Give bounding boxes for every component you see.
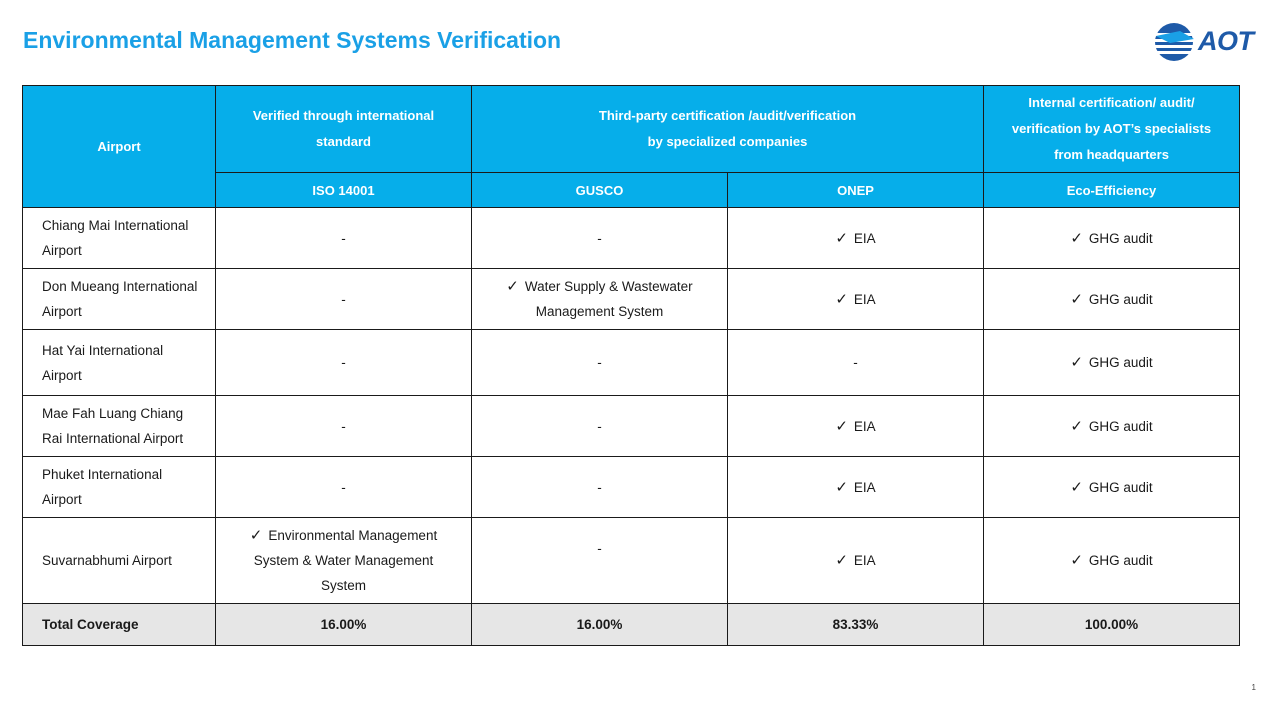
iso-value: Environmental Management	[268, 528, 438, 543]
eco-cell	[984, 208, 1240, 269]
table-row	[23, 330, 1240, 396]
table-row	[23, 208, 1240, 269]
eco-cell	[984, 518, 1240, 604]
airport-name-line: Chiang Mai International	[42, 218, 189, 233]
airport-name: Suvarnabhumi Airport	[23, 518, 216, 604]
airport-name-line: Mae Fah Luang Chiang	[42, 406, 184, 421]
iso-line	[224, 523, 463, 548]
table-row	[23, 396, 1240, 457]
iso-line: System & Water Management	[253, 553, 434, 568]
check-icon: ✓	[1070, 289, 1083, 308]
iso-cell: -	[216, 457, 472, 518]
eco-cell	[984, 457, 1240, 518]
iso-cell: -	[216, 330, 472, 396]
airport-name-line: Airport	[42, 243, 82, 258]
iso-cell: -	[216, 269, 472, 330]
header-line: Third-party certification /audit/verification	[598, 108, 857, 123]
onep-value: EIA	[853, 553, 876, 568]
onep-cell	[728, 269, 984, 330]
total-onep: 83.33%	[728, 604, 984, 646]
check-icon: ✓	[1070, 477, 1083, 496]
airport-name-line: Airport	[42, 304, 82, 319]
header-line: verification by AOT’s specialists	[1011, 121, 1212, 136]
eco-cell	[984, 396, 1240, 457]
airport-name-line: Rai International Airport	[42, 431, 184, 446]
check-icon: ✓	[835, 477, 848, 496]
gusco-cell: -	[472, 208, 728, 269]
total-row	[23, 604, 1240, 646]
total-label: Total Coverage	[23, 604, 216, 646]
eco-value: GHG audit	[1088, 230, 1153, 246]
eco-value: GHG audit	[1088, 355, 1153, 370]
header-line: Verified through international	[252, 108, 435, 123]
verification-table	[22, 85, 1240, 646]
iso-line: System	[320, 578, 366, 593]
aot-logo	[1150, 20, 1260, 64]
check-icon: ✓	[1070, 228, 1083, 247]
gusco-value: -	[597, 541, 602, 556]
check-icon: ✓	[1070, 353, 1083, 371]
onep-value: EIA	[853, 479, 876, 495]
airport-name-line: Don Mueang International	[42, 279, 198, 294]
airport-name-line: Airport	[42, 367, 82, 383]
gusco-cell	[472, 269, 728, 330]
gusco-cell	[472, 518, 728, 604]
onep-cell	[728, 518, 984, 604]
total-iso: 16.00%	[216, 604, 472, 646]
header-international	[216, 86, 472, 173]
airport-name	[23, 457, 216, 518]
subheader-iso: ISO 14001	[216, 173, 472, 208]
onep-cell	[728, 208, 984, 269]
header-line: from headquarters	[1054, 147, 1169, 162]
eco-cell	[984, 269, 1240, 330]
logo-text: AOT	[1198, 26, 1254, 56]
onep-cell: -	[728, 330, 984, 396]
page-number: 1	[1251, 683, 1256, 692]
onep-value: EIA	[853, 418, 876, 434]
onep-cell	[728, 457, 984, 518]
gusco-cell: -	[472, 396, 728, 457]
table-row	[23, 269, 1240, 330]
onep-value: EIA	[853, 291, 876, 307]
iso-cell	[216, 518, 472, 604]
header-row	[23, 86, 1240, 173]
check-icon: ✓	[835, 289, 848, 308]
eco-value: GHG audit	[1088, 418, 1153, 434]
header-line: by specialized companies	[647, 134, 808, 149]
check-icon: ✓	[835, 416, 848, 435]
subheader-onep: ONEP	[728, 173, 984, 208]
check-icon: ✓	[506, 277, 519, 295]
table-row	[23, 457, 1240, 518]
check-icon: ✓	[249, 526, 263, 544]
airport-name-line: Airport	[42, 492, 82, 507]
airport-name-line: Hat Yai International	[42, 342, 164, 358]
eco-cell	[984, 330, 1240, 396]
check-icon: ✓	[835, 551, 848, 569]
check-icon: ✓	[1070, 551, 1083, 569]
airport-name	[23, 396, 216, 457]
header-line: Internal certification/ audit/	[1028, 95, 1195, 110]
table-row	[23, 518, 1240, 604]
check-icon: ✓	[1070, 416, 1083, 435]
subheader-gusco: GUSCO	[472, 173, 728, 208]
header-internal	[984, 86, 1240, 173]
eco-value: GHG audit	[1088, 291, 1153, 307]
onep-cell	[728, 396, 984, 457]
gusco-cell: -	[472, 457, 728, 518]
aot-logo-icon	[1150, 20, 1198, 64]
total-eco: 100.00%	[984, 604, 1240, 646]
iso-cell: -	[216, 208, 472, 269]
gusco-line	[480, 274, 719, 299]
onep-value: EIA	[853, 230, 876, 246]
eco-value: GHG audit	[1088, 553, 1153, 568]
header-third-party	[472, 86, 984, 173]
gusco-cell: -	[472, 330, 728, 396]
subheader-eco: Eco-Efficiency	[984, 173, 1240, 208]
airport-name-line: Phuket International	[42, 467, 163, 482]
airport-name	[23, 269, 216, 330]
eco-value: GHG audit	[1088, 479, 1153, 495]
check-icon: ✓	[835, 228, 848, 247]
airport-name	[23, 330, 216, 396]
airport-name	[23, 208, 216, 269]
total-gusco: 16.00%	[472, 604, 728, 646]
header-airport: Airport	[23, 86, 216, 208]
iso-cell: -	[216, 396, 472, 457]
gusco-line: Management System	[535, 304, 664, 319]
header-line: standard	[316, 134, 371, 149]
gusco-value: Water Supply & Wastewater	[524, 279, 693, 294]
page-title: Environmental Management Systems Verification	[23, 27, 562, 53]
